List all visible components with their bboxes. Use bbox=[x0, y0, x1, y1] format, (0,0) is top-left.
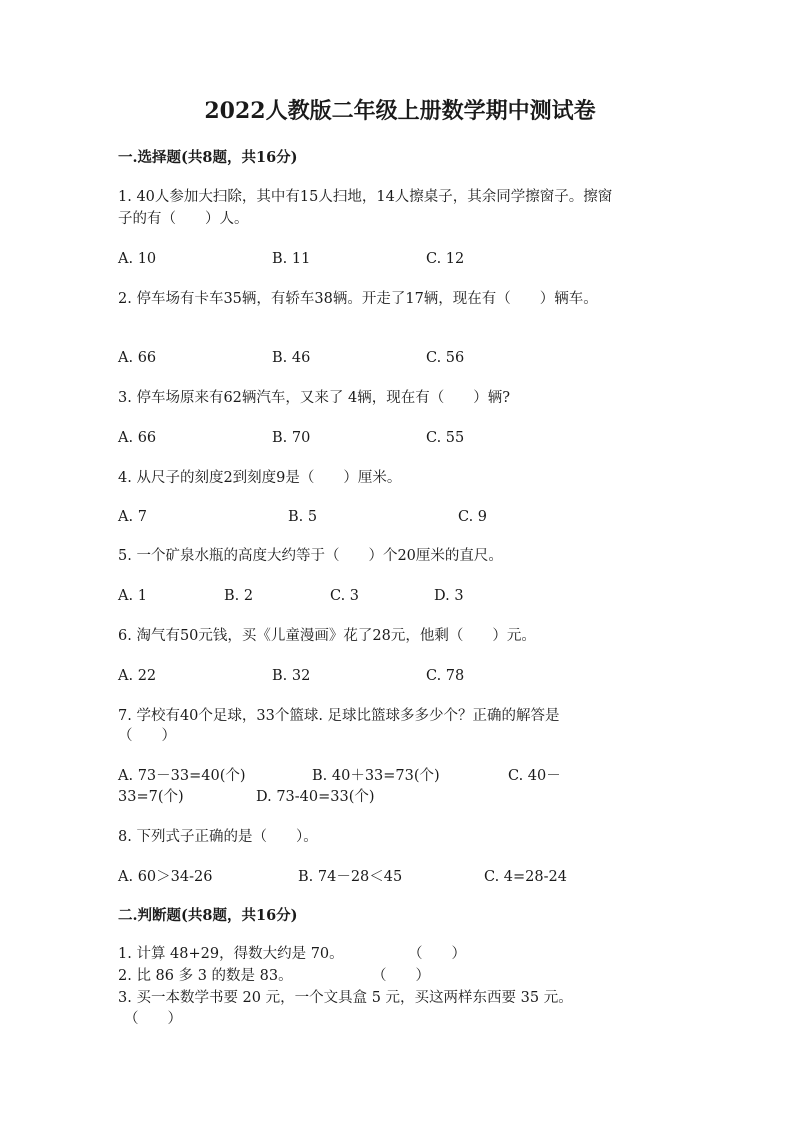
question-8-text: 8. 下列式子正确的是（ ）。 bbox=[118, 829, 318, 845]
judge-2-answer-paren: （ ） bbox=[372, 968, 430, 984]
question-6-option-c: C. 78 bbox=[426, 668, 465, 684]
section-heading-true-false: 二.判断题(共8题，共16分) bbox=[118, 907, 298, 924]
question-2-text: 2. 停车场有卡车35辆，有轿车38辆。开走了17辆，现在有（ ）辆车。 bbox=[118, 291, 598, 307]
question-2-option-c: C. 56 bbox=[426, 350, 465, 366]
question-8-option-c: C. 4=28-24 bbox=[484, 869, 567, 885]
question-5-option-b: B. 2 bbox=[224, 588, 254, 604]
question-2-option-b: B. 46 bbox=[272, 350, 311, 366]
question-7-option-c-part1: C. 40－ bbox=[508, 768, 561, 784]
judge-2-text: 2. 比 86 多 3 的数是 83。 bbox=[118, 968, 293, 984]
question-3-option-c: C. 55 bbox=[426, 430, 465, 446]
question-5-option-c: C. 3 bbox=[330, 588, 360, 604]
question-1-option-b: B. 11 bbox=[272, 251, 311, 267]
question-4-option-c: C. 9 bbox=[458, 509, 488, 525]
question-8-option-b: B. 74－28＜45 bbox=[298, 869, 403, 885]
question-6-option-a: A. 22 bbox=[118, 668, 157, 684]
question-7-option-b: B. 40＋33=73(个) bbox=[312, 768, 440, 784]
question-2-option-a: A. 66 bbox=[118, 350, 157, 366]
question-4-text: 4. 从尺子的刻度2到刻度9是（ ）厘米。 bbox=[118, 470, 402, 486]
question-5-option-a: A. 1 bbox=[118, 588, 147, 604]
question-7-option-a: A. 73－33=40(个) bbox=[118, 768, 246, 784]
question-4-option-b: B. 5 bbox=[288, 509, 318, 525]
judge-1-text: 1. 计算 48+29，得数大约是 70。 bbox=[118, 946, 344, 962]
question-5-option-d: D. 3 bbox=[434, 588, 464, 604]
section-heading-multiple-choice: 一.选择题(共8题，共16分) bbox=[118, 149, 298, 166]
question-7-text-line2: （ ） bbox=[118, 728, 176, 744]
question-1-option-c: C. 12 bbox=[426, 251, 465, 267]
question-3-option-b: B. 70 bbox=[272, 430, 311, 446]
question-1-text-line1: 1. 40人参加大扫除，其中有15人扫地，14人擦桌子，其余同学擦窗子。擦窗 bbox=[118, 189, 613, 205]
question-1-option-a: A. 10 bbox=[118, 251, 157, 267]
question-3-option-a: A. 66 bbox=[118, 430, 157, 446]
question-1-text-line2: 子的有（ ）人。 bbox=[118, 211, 249, 227]
question-7-option-d: D. 73-40=33(个) bbox=[256, 789, 375, 805]
judge-1-answer-paren: （ ） bbox=[408, 946, 466, 962]
judge-3-answer-paren: （ ） bbox=[124, 1011, 182, 1027]
question-4-option-a: A. 7 bbox=[118, 509, 147, 525]
page-title: 2022人教版二年级上册数学期中测试卷 bbox=[204, 98, 596, 124]
question-6-text: 6. 淘气有50元钱，买《儿童漫画》花了28元，他剩（ ）元。 bbox=[118, 628, 536, 644]
judge-3-text: 3. 买一本数学书要 20 元，一个文具盒 5 元，买这两样东西要 35 元。 bbox=[118, 990, 573, 1006]
question-8-option-a: A. 60＞34-26 bbox=[118, 869, 213, 885]
question-6-option-b: B. 32 bbox=[272, 668, 311, 684]
question-3-text: 3. 停车场原来有62辆汽车，又来了 4辆，现在有（ ）辆? bbox=[118, 390, 511, 406]
question-5-text: 5. 一个矿泉水瓶的高度大约等于（ ）个20厘米的直尺。 bbox=[118, 548, 503, 564]
question-7-option-c-part2: 33=7(个) bbox=[118, 789, 184, 805]
question-7-text-line1: 7. 学校有40个足球，33个篮球. 足球比篮球多多少个？正确的解答是 bbox=[118, 708, 560, 724]
